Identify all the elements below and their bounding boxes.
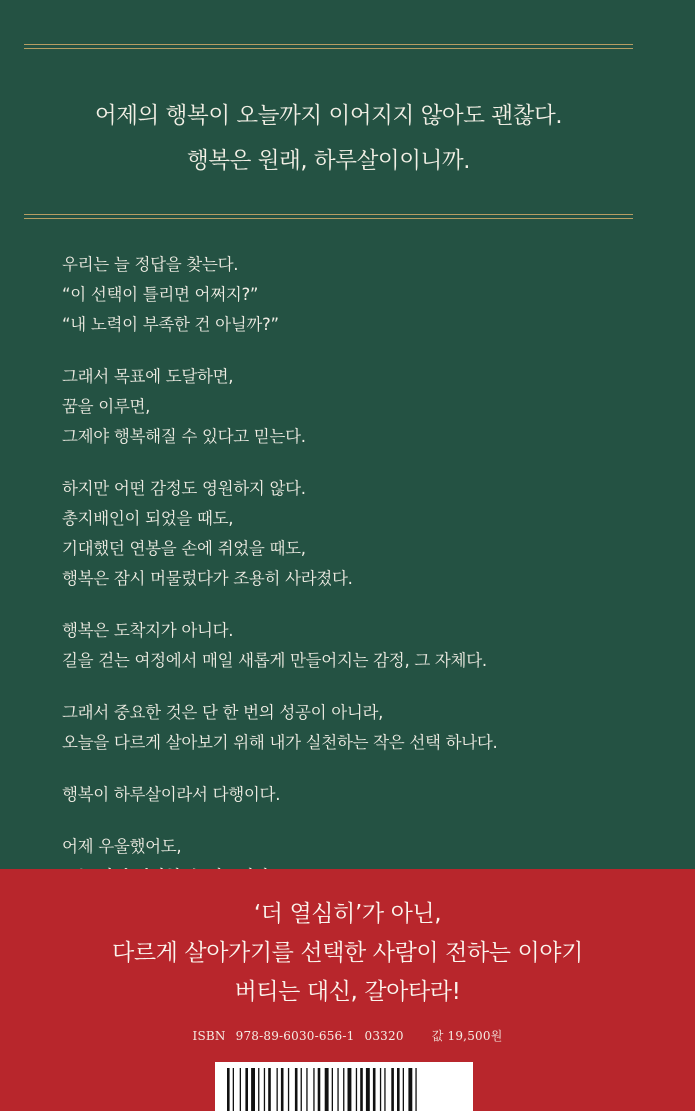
barcode-bar [415, 1068, 416, 1111]
paragraph-line: 오늘을 다르게 살아보기 위해 내가 실천하는 작은 선택 하나다. [62, 733, 498, 752]
price: 값 19,500원 [431, 1029, 503, 1043]
promo-line: 다르게 살아가기를 선택한 사람이 전하는 이야기 [112, 940, 583, 966]
bottom-gold-double-rule [24, 214, 633, 219]
barcode-bar [403, 1068, 404, 1111]
paragraph-line: 우리는 늘 정답을 찾는다. [62, 255, 239, 274]
barcode-bar [348, 1068, 352, 1111]
barcode-bar [380, 1068, 381, 1111]
isbn-label: ISBN [192, 1029, 226, 1043]
barcode-bar [281, 1068, 284, 1111]
barcode-bar [373, 1068, 376, 1111]
barcode-bar [277, 1068, 278, 1111]
paragraph [62, 780, 662, 810]
barcode-bar [268, 1068, 271, 1111]
promo-copy [0, 895, 695, 1012]
barcode-bar [245, 1068, 248, 1111]
isbn-price-row [0, 1027, 695, 1044]
promo-line: ‘더 열심히’가 아닌, [253, 901, 442, 927]
paragraph-line: 총지배인이 되었을 때도, [62, 509, 234, 528]
barcode-bar [240, 1068, 241, 1111]
barcode-bar [313, 1068, 314, 1111]
barcode-bar [366, 1068, 370, 1111]
paragraph [62, 616, 662, 676]
paragraph-line: 길을 걷는 여정에서 매일 새롭게 만들어지는 감정, 그 자체다. [62, 651, 487, 670]
barcode [215, 1062, 473, 1111]
tagline-line: 행복은 원래, 하루살이이니까. [186, 148, 471, 174]
tagline [24, 94, 633, 184]
top-gold-double-rule [24, 44, 633, 49]
paragraph [62, 250, 662, 340]
paragraph-line: 그제야 행복해질 수 있다고 믿는다. [62, 427, 306, 446]
paragraph-line: 행복은 잠시 머물렀다가 조용히 사라졌다. [62, 569, 353, 588]
barcode-bar [258, 1068, 259, 1111]
tagline-line: 어제의 행복이 오늘까지 이어지지 않아도 괜찮다. [94, 103, 563, 129]
paragraph [62, 698, 662, 758]
barcode-bar [301, 1068, 302, 1111]
barcode-bar [325, 1068, 329, 1111]
paragraph [62, 474, 662, 594]
paragraph-line: 어제 우울했어도, [62, 837, 182, 856]
paragraph-line: “내 노력이 부족한 건 아닐까?” [62, 315, 279, 334]
barcode-bars [215, 1062, 473, 1111]
paragraph-line: “이 선택이 틀리면 어쩌지?” [62, 285, 259, 304]
paragraph-line: 하지만 어떤 감정도 영원하지 않다. [62, 479, 306, 498]
barcode-bar [408, 1068, 412, 1111]
barcode-bar [233, 1068, 234, 1111]
barcode-bar [295, 1068, 298, 1111]
barcode-bar [337, 1068, 338, 1111]
barcode-bar [227, 1068, 230, 1111]
paragraph-line: 기대했던 연봉을 손에 쥐었을 때도, [62, 539, 306, 558]
body-text [62, 250, 662, 914]
barcode-bar [391, 1068, 394, 1111]
barcode-bar [306, 1068, 307, 1111]
barcode-bar [332, 1068, 333, 1111]
paragraph-line: 그래서 중요한 것은 단 한 번의 성공이 아니라, [62, 703, 384, 722]
isbn-addon-code: 03320 [364, 1029, 404, 1043]
promo-line: 버티는 대신, 갈아타라! [234, 979, 461, 1005]
paragraph-line: 그래서 목표에 도달하면, [62, 367, 234, 386]
barcode-bar [356, 1068, 357, 1111]
barcode-bar [288, 1068, 289, 1111]
barcode-bar [343, 1068, 344, 1111]
barcode-bar [384, 1068, 385, 1111]
barcode-bar [251, 1068, 255, 1111]
paragraph-line: 행복은 도착지가 아니다. [62, 621, 234, 640]
paragraph [62, 362, 662, 452]
isbn-number: 978-89-6030-656-1 [235, 1029, 355, 1043]
paragraph-line: 행복이 하루살이라서 다행이다. [62, 785, 281, 804]
barcode-bar [360, 1068, 363, 1111]
barcode-bar [318, 1068, 321, 1111]
paragraph-line: 꿈을 이루면, [62, 397, 151, 416]
barcode-bar [264, 1068, 265, 1111]
red-promo-panel [0, 869, 695, 1111]
barcode-bar [397, 1068, 400, 1111]
